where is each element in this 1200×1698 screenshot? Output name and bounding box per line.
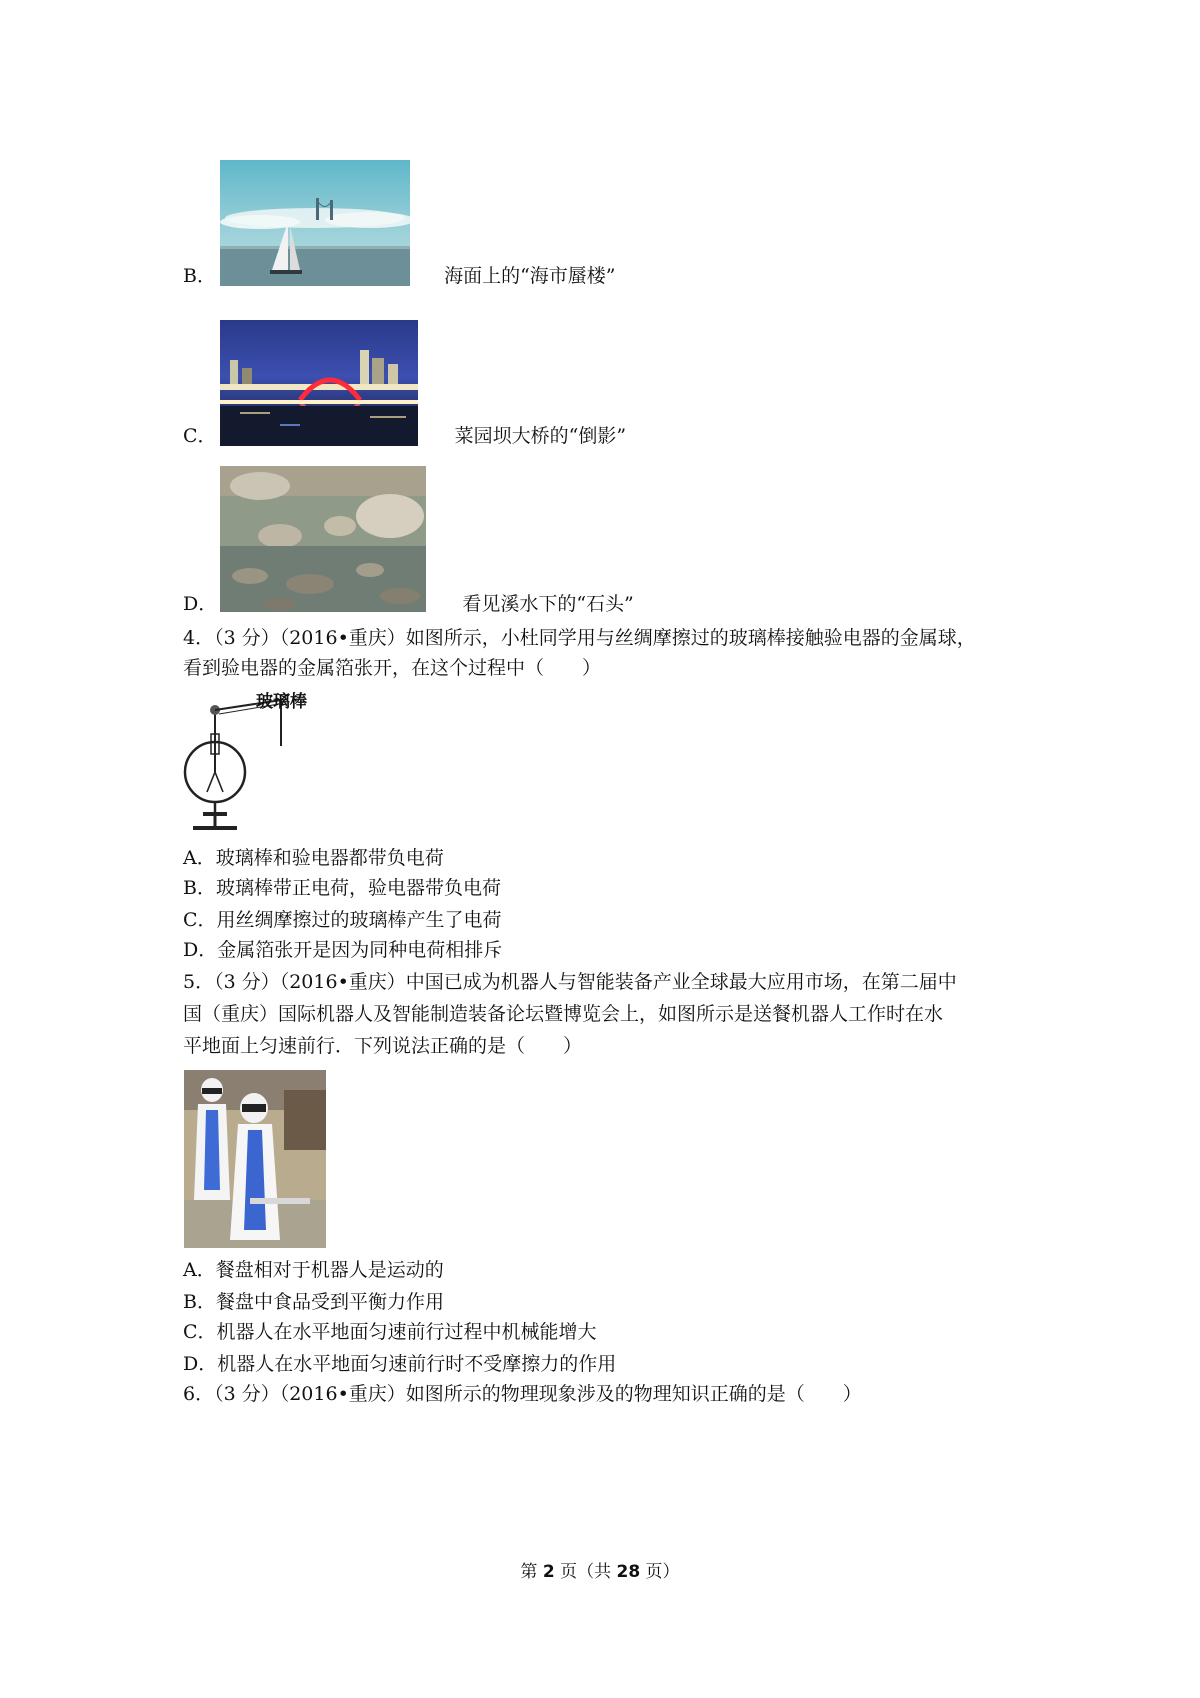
page-footer	[0, 1560, 1200, 1584]
q3-option-b	[183, 262, 616, 290]
footer-total-pages: 28	[616, 1562, 641, 1582]
q3-option-c	[183, 422, 626, 450]
q3-option-c-letter: C．	[183, 425, 217, 447]
q5-option-b: B．餐盘中食品受到平衡力作用	[183, 1291, 444, 1313]
q3-option-d-text: 看见溪水下的“石头”	[462, 593, 634, 615]
q5-option-c: C．机器人在水平地面匀速前行过程中机械能增大	[183, 1321, 597, 1343]
q4-option-a: A．玻璃棒和验电器都带负电荷	[183, 847, 444, 869]
q3-option-d-letter: D．	[183, 593, 218, 615]
food-delivery-robot-photo	[184, 1070, 326, 1248]
footer-middle: 页（共	[554, 1562, 617, 1582]
q6-stem-line1: 6．（3 分）（2016•重庆）如图所示的物理现象涉及的物理知识正确的是（ ）	[183, 1383, 862, 1405]
q3-option-c-text: 菜园坝大桥的“倒影”	[454, 425, 627, 447]
q5-stem-line1: 5．（3 分）（2016•重庆）中国已成为机器人与智能装备产业全球最大应用市场，在第二届中	[183, 971, 957, 993]
q5-stem-line3: 平地面上匀速前行．下列说法正确的是（ ）	[183, 1035, 583, 1057]
q4-stem-line2: 看到验电器的金属箔张开，在这个过程中（ ）	[183, 657, 602, 679]
glass-rod-label: 玻璃棒	[256, 692, 307, 712]
q3-option-b-letter: B．	[183, 265, 216, 287]
q5-stem-line2: 国（重庆）国际机器人及智能制造装备论坛暨博览会上，如图所示是送餐机器人工作时在水	[183, 1003, 944, 1025]
q5-option-a: A．餐盘相对于机器人是运动的	[183, 1259, 444, 1281]
q3-option-b-text: 海面上的“海市蜃楼”	[444, 265, 616, 287]
q4-stem-line1: 4．（3 分）（2016•重庆）如图所示，小杜同学用与丝绸摩擦过的玻璃棒接触验电器的金属球，	[183, 627, 976, 649]
q4-option-d: D．金属箔张开是因为同种电荷相排斥	[183, 939, 503, 961]
footer-page-number: 2	[542, 1562, 555, 1582]
footer-prefix: 第	[520, 1562, 543, 1582]
q5-option-d: D．机器人在水平地面匀速前行时不受摩擦力的作用	[183, 1353, 617, 1375]
q4-option-b: B．玻璃棒带正电荷，验电器带负电荷	[183, 877, 501, 899]
footer-suffix: 页）	[640, 1562, 680, 1582]
q3-option-d	[183, 590, 634, 618]
q4-option-c: C．用丝绸摩擦过的玻璃棒产生了电荷	[183, 909, 502, 931]
